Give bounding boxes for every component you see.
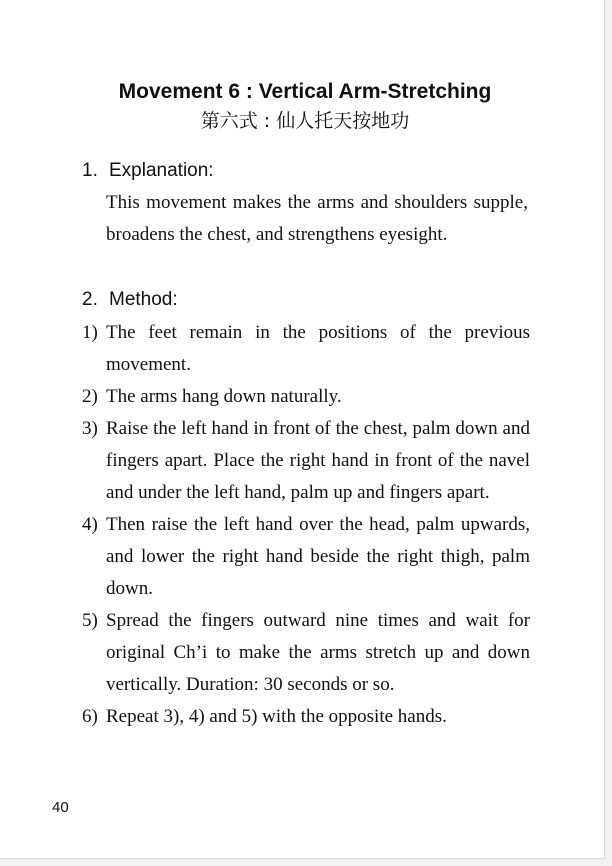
step-marker: 4) (82, 514, 98, 535)
section-label: Method: (109, 289, 178, 310)
method-step (82, 509, 530, 605)
page-subtitle-chinese: 第六式 : 仙人托天按地功 (200, 110, 410, 132)
step-text: Spread the fingers outward nine times and wait for original Ch’i to make the arms stretch up and down vertically. Duration: 30 seconds or so. (106, 610, 530, 695)
section-number: 1. (82, 160, 98, 181)
method-step (82, 701, 530, 733)
step-text: Then raise the left hand over the head, palm upwards, and lower the right hand beside the right thigh, palm down. (106, 514, 530, 599)
page-number: 40 (52, 799, 69, 816)
method-step (82, 317, 530, 381)
step-marker: 5) (82, 610, 98, 631)
method-step (82, 381, 530, 413)
step-marker: 6) (82, 706, 98, 727)
explanation-paragraph: This movement makes the arms and shoulders supple, broadens the chest, and strengthens eyesight. (106, 192, 528, 245)
section-number: 2. (82, 289, 98, 310)
step-text: The feet remain in the positions of the previous movement. (106, 322, 530, 375)
method-step (82, 605, 530, 701)
step-text: Raise the left hand in front of the chest, palm down and fingers apart. Place the right hand in front of the navel and under the left hand, palm up and fingers apart. (106, 418, 530, 503)
page-title: Movement 6 : Vertical Arm-Stretching (118, 80, 492, 103)
section-heading-explanation (82, 159, 214, 183)
step-marker: 1) (82, 322, 98, 343)
method-steps-list (82, 317, 530, 733)
step-marker: 2) (82, 386, 98, 407)
step-text: Repeat 3), 4) and 5) with the opposite hands. (106, 706, 447, 727)
step-marker: 3) (82, 418, 98, 439)
section-label: Explanation: (109, 160, 214, 181)
step-text: The arms hang down naturally. (106, 386, 342, 407)
method-step (82, 413, 530, 509)
section-heading-method (82, 288, 178, 312)
